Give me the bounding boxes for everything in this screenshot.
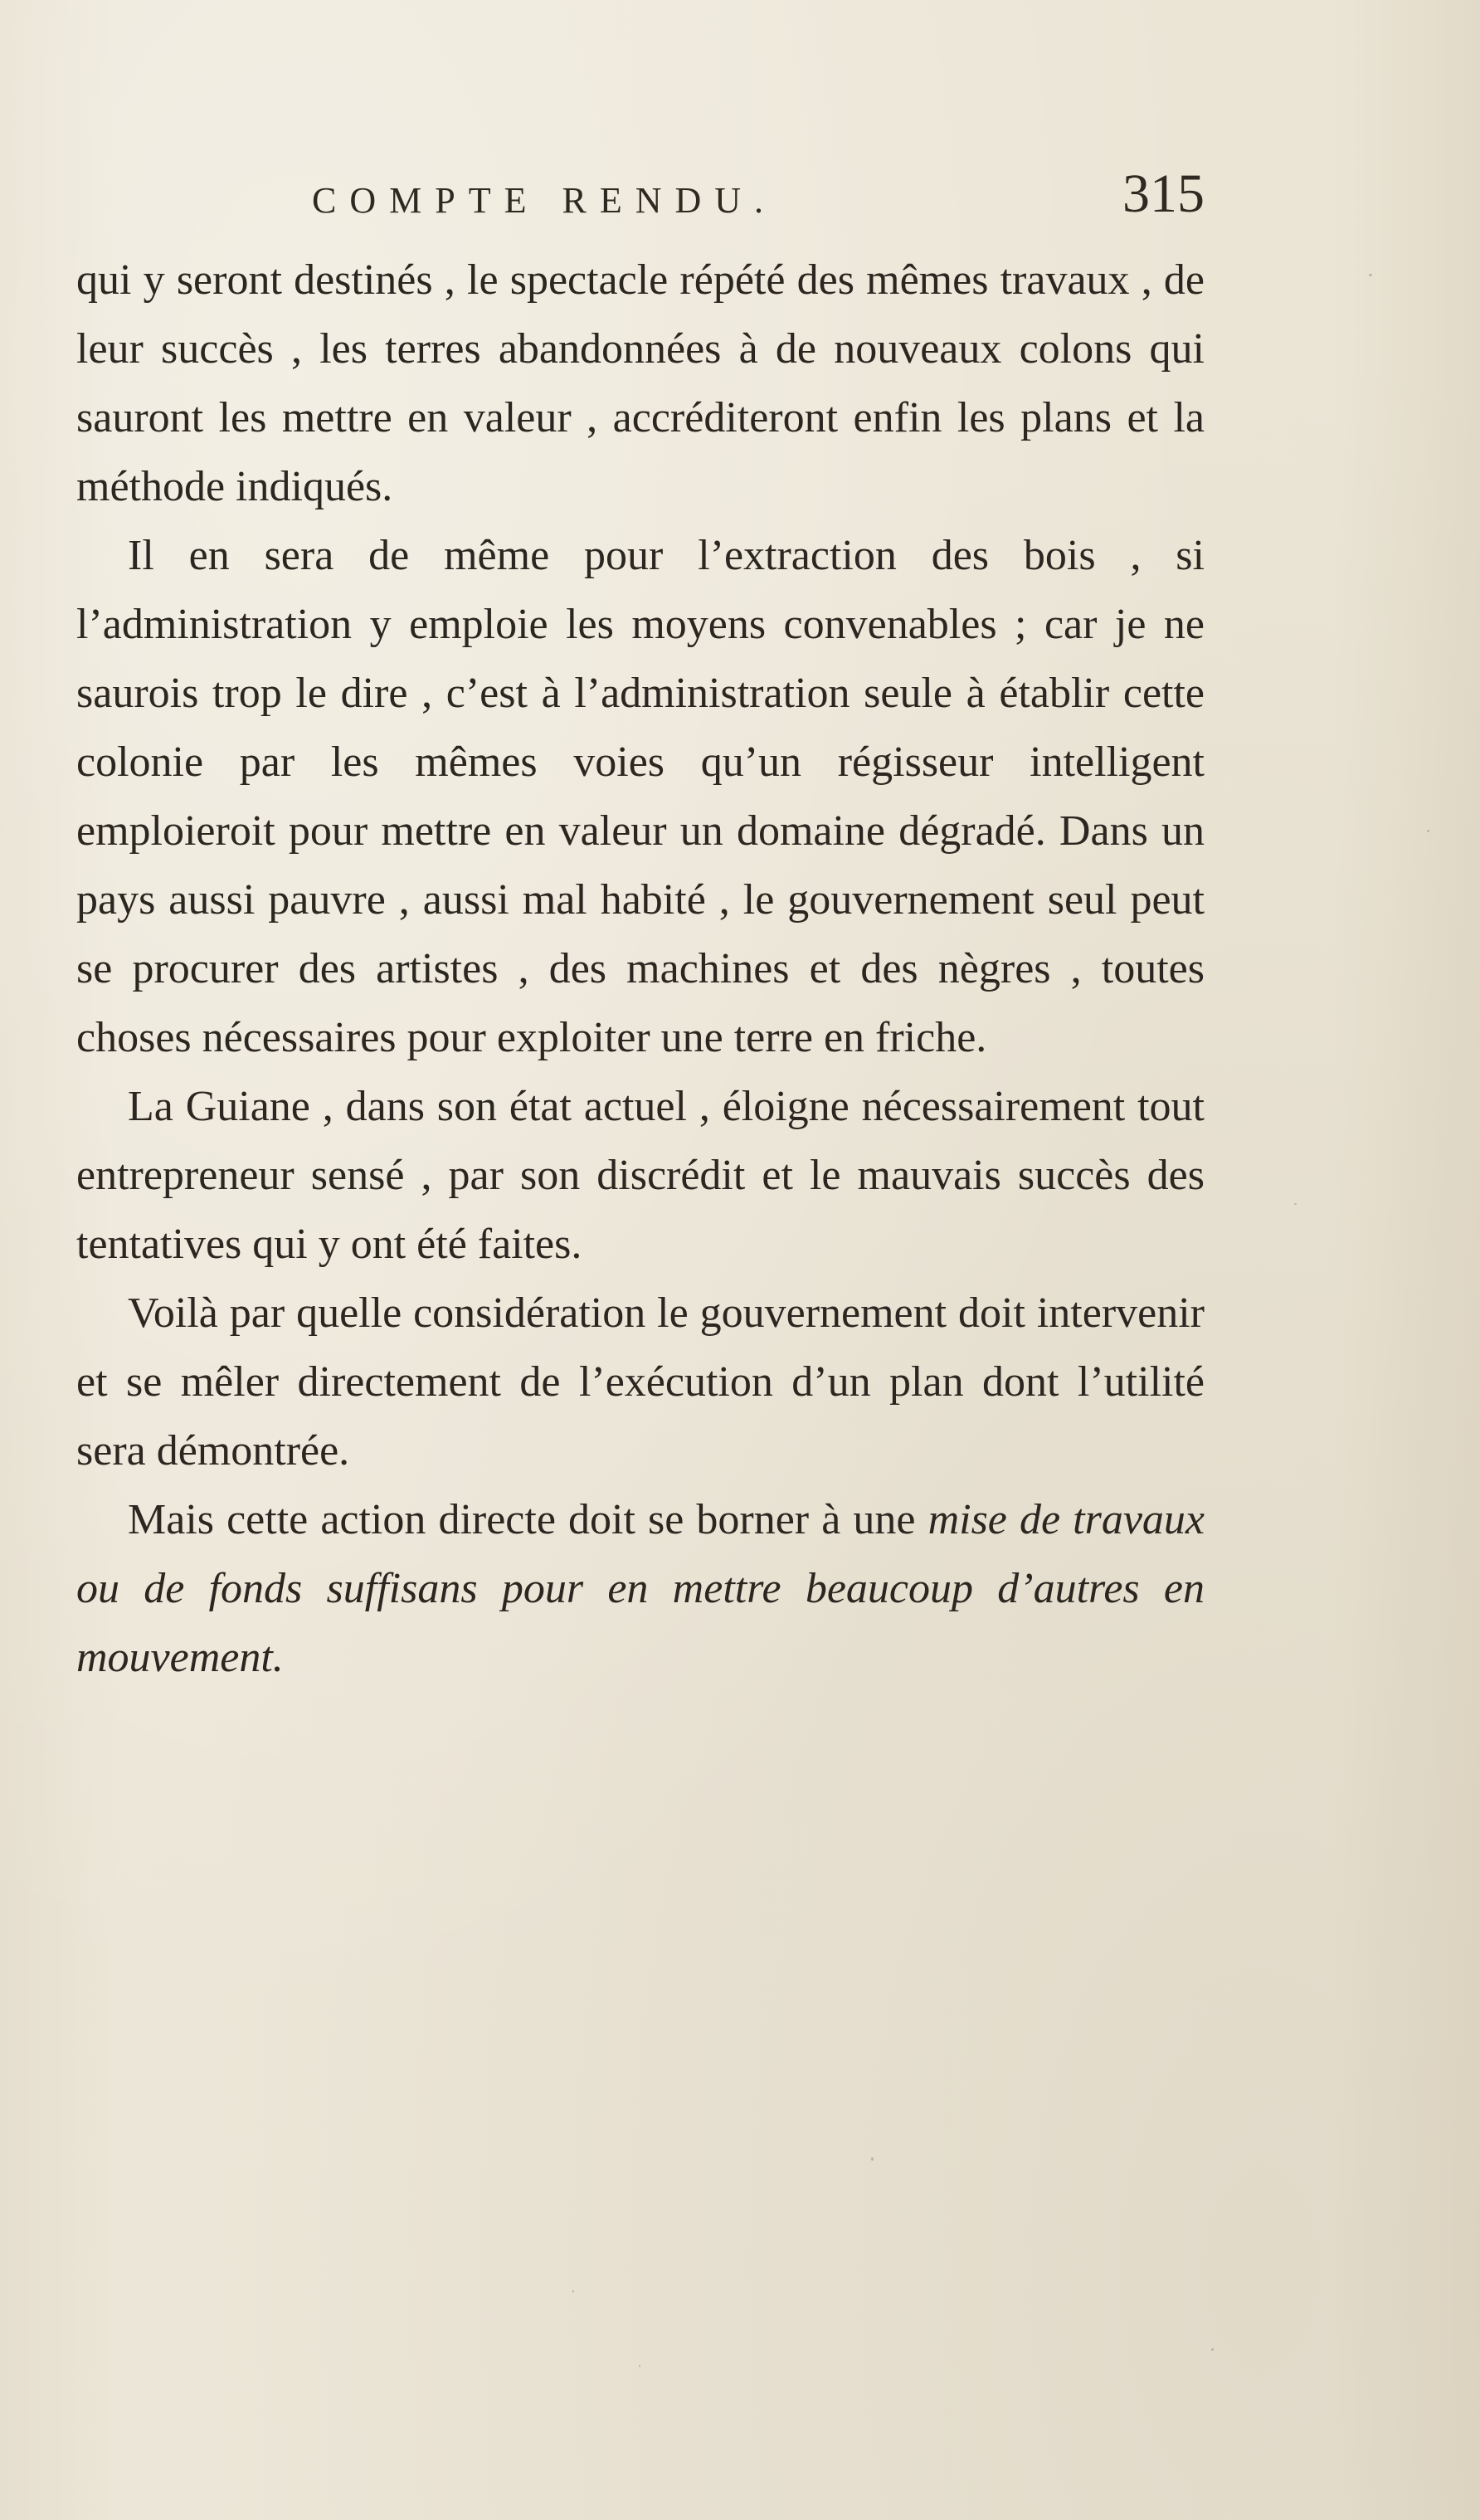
- paragraph-5-roman: Mais cette action directe doit se borner à une: [128, 1496, 916, 1543]
- paragraph-1: qui y seront destinés , le spectacle répété des mêmes travaux , de leur succès , les terres abandonnées à de nouveaux colons qui sauront les mettre en valeur , accréditeront enfin les plans et la méthode indiqués.: [76, 256, 1205, 510]
- paragraph-3: La Guiane , dans son état actuel , éloigne nécessairement tout entrepreneur sensé , par son discrédit et le mauvais succès des tentatives qui y ont été faites.: [76, 1083, 1205, 1268]
- page-number: 315: [1122, 163, 1205, 224]
- paragraph-4: Voilà par quelle considération le gouvernement doit intervenir et se mêler directement de l’exécution d’un plan dont l’utilité sera démontrée.: [76, 1289, 1205, 1474]
- body-text: [76, 246, 1205, 1692]
- paragraph-5-italic: mise de travaux ou de fonds suffisans pour en mettre beaucoup d’autres en mouvement.: [76, 1496, 1205, 1681]
- paragraph-2: Il en sera de même pour l’extraction des bois , si l’administration y emploie les moyens convenables ; car je ne saurois trop le dire , c’est à l’administration seule à établir cette colonie par les mêmes voies qu’un régisseur intelligent emploieroit pour mettre en valeur un domaine dégradé. Dans un pays aussi pauvre , aussi mal habité , le gouvernement seul peut se procurer des artistes , des machines et des nègres , toutes choses nécessaires pour exploiter une terre en friche.: [76, 532, 1205, 1061]
- page-header: [76, 163, 1205, 229]
- paragraph-5: [76, 1485, 1205, 1692]
- running-title: COMPTE RENDU.: [312, 180, 777, 221]
